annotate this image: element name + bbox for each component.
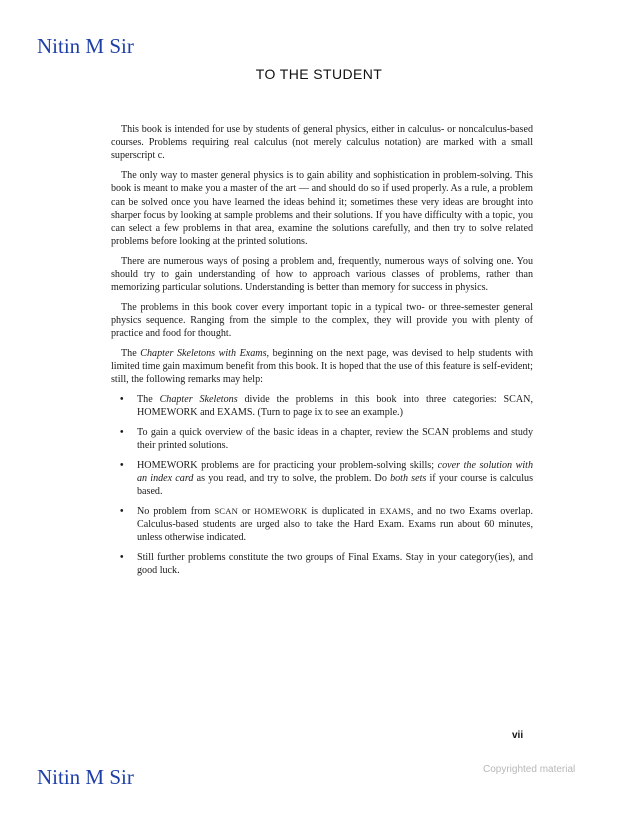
text-span: HOMEWORK problems are for practicing your problem-solving skills; bbox=[137, 459, 438, 471]
list-item bbox=[111, 459, 533, 499]
copyright-notice: Copyrighted material bbox=[483, 764, 576, 775]
text-span: The bbox=[121, 348, 141, 360]
paragraph-master-physics: The only way to master general physics is to gain ability and sophistication in problem-solving. This book is meant to make you a master of the art — and should do so if used properly. As a rule, a problem can be solved once you have learned the ideas behind it; sometimes these very ideas are brought into sharper focus by looking at sample problems and their solutions. If you have difficulty with a topic, you can select a few problems in that area, examine the solutions carefully, and then try to solve related problems before looking at the printed solutions. bbox=[111, 170, 533, 248]
bullet-icon: • bbox=[120, 459, 124, 471]
small-caps-span: SCAN bbox=[214, 506, 239, 517]
list-item bbox=[111, 551, 533, 577]
text-span: divide the problems in this book into three categories: SCAN, HOMEWORK and EXAMS. (Turn to page ix to see an example.) bbox=[137, 394, 533, 419]
page-number: vii bbox=[512, 730, 524, 741]
small-caps-span: HOMEWORK bbox=[254, 506, 308, 517]
list-item bbox=[111, 426, 533, 452]
small-caps-span: EXAMS bbox=[379, 506, 411, 517]
italic-span: both sets bbox=[390, 473, 427, 485]
list-item bbox=[111, 505, 533, 545]
remarks-list bbox=[111, 393, 533, 577]
paragraph-chapter-skeletons bbox=[111, 347, 533, 387]
page-title: TO THE STUDENT bbox=[255, 66, 383, 82]
text-span: Still further problems constitute the two groups of Final Exams. Stay in your category(ies), and good luck. bbox=[137, 552, 533, 577]
bullet-icon: • bbox=[120, 552, 124, 564]
bullet-icon: • bbox=[120, 394, 124, 406]
paragraph-topics-covered: The problems in this book cover every important topic in a typical two- or three-semester general physics sequence. Ranging from the simple to the complex, they will provide you with plenty of practice and food for thought. bbox=[111, 301, 533, 340]
text-span: is duplicated in bbox=[307, 506, 380, 518]
italic-span: cover the solution with an index card bbox=[137, 459, 534, 485]
italic-span: Chapter Skeletons with Exams, bbox=[140, 348, 270, 360]
paragraph-intended-use: This book is intended for use by students of general physics, either in calculus- or noncalculus-based courses. Problems requiring real calculus (not merely calculus notation) are marked with a small superscript c. bbox=[111, 124, 533, 162]
text-span: if your course is calculus based. bbox=[137, 473, 533, 498]
list-item bbox=[111, 393, 533, 419]
italic-span: Chapter Skeletons bbox=[159, 394, 238, 406]
text-span: beginning on the next page, was devised to help students with limited time gain maximum benefit from this book. It is hoped that the use of this feature is self-evident; still, the following remarks may help: bbox=[111, 348, 533, 386]
text-span: No problem from bbox=[137, 506, 215, 518]
bullet-icon: • bbox=[120, 506, 124, 518]
watermark-bottom: Nitin M Sir bbox=[37, 765, 134, 789]
text-span: The bbox=[137, 394, 160, 406]
watermark-top: Nitin M Sir bbox=[37, 34, 134, 58]
bullet-icon: • bbox=[120, 427, 124, 439]
paragraph-ways-of-solving: There are numerous ways of posing a problem and, frequently, numerous ways of solving one. You should try to gain understanding of how to approach various classes of problems, rather than memorizing particular solutions. Understanding is better than memory for success in physics. bbox=[111, 255, 533, 294]
body-text bbox=[111, 123, 533, 584]
text-span: as you read, and try to solve, the problem. Do bbox=[193, 473, 391, 485]
text-span: To gain a quick overview of the basic ideas in a chapter, review the SCAN problems and study their printed solutions. bbox=[137, 427, 533, 452]
text-span: , and no two Exams overlap. Calculus-based students are urged also to take the Hard Exam. Exams run about 60 minutes, unless otherwise indicated. bbox=[137, 506, 533, 544]
text-span: or bbox=[238, 506, 255, 518]
